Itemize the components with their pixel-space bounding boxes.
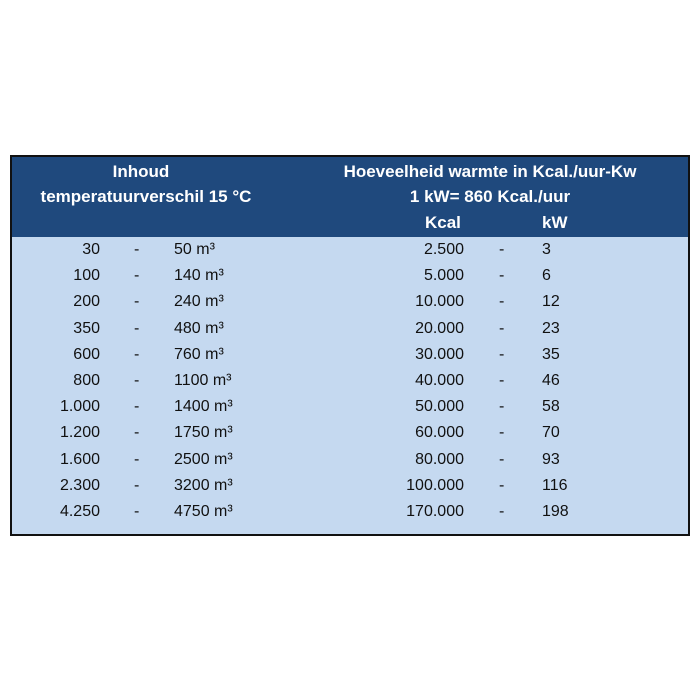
kcal-cell: 80.000 <box>415 450 464 468</box>
kw-cell: 58 <box>542 398 560 416</box>
volume-to-cell: 140 m³ <box>174 267 224 285</box>
range-dash: - <box>134 241 140 258</box>
table-row <box>12 447 688 473</box>
separator-dash: - <box>499 424 505 442</box>
volume-to-cell: 2500 m³ <box>174 450 233 468</box>
separator-dash: - <box>499 293 505 311</box>
table-row <box>12 316 688 342</box>
table-row <box>12 237 688 263</box>
column-header-kcal: Kcal <box>425 213 461 232</box>
volume-from-cell: 30 <box>82 241 100 258</box>
volume-to-cell: 480 m³ <box>174 319 224 337</box>
volume-to-cell: 50 m³ <box>174 241 215 258</box>
separator-dash: - <box>499 345 505 363</box>
kcal-cell: 170.000 <box>406 503 464 520</box>
heating-capacity-table <box>10 155 690 536</box>
range-dash: - <box>134 293 140 311</box>
header-heat-quantity-title: Hoeveelheid warmte in Kcal./uur-Kw <box>343 162 637 181</box>
kw-cell: 93 <box>542 450 560 468</box>
kw-cell: 12 <box>542 293 560 311</box>
volume-to-cell: 760 m³ <box>174 345 224 363</box>
volume-to-cell: 4750 m³ <box>174 503 233 520</box>
kw-cell: 70 <box>542 424 560 442</box>
volume-from-cell: 1.200 <box>59 424 100 442</box>
table-row <box>12 368 688 394</box>
volume-from-cell: 200 <box>73 293 100 311</box>
range-dash: - <box>134 424 140 442</box>
kcal-cell: 40.000 <box>415 372 464 389</box>
range-dash: - <box>134 319 140 337</box>
volume-to-cell: 1400 m³ <box>174 398 233 416</box>
separator-dash: - <box>499 372 505 389</box>
table-row <box>12 499 688 525</box>
table-row <box>12 420 688 446</box>
kw-cell: 3 <box>542 241 551 258</box>
table-row <box>12 342 688 368</box>
range-dash: - <box>134 267 140 285</box>
range-dash: - <box>134 450 140 468</box>
range-dash: - <box>134 345 140 363</box>
separator-dash: - <box>499 476 505 494</box>
kw-cell: 6 <box>542 267 551 285</box>
kcal-cell: 30.000 <box>415 345 464 363</box>
range-dash: - <box>134 372 140 389</box>
kcal-cell: 100.000 <box>406 476 464 494</box>
volume-from-cell: 600 <box>73 345 100 363</box>
separator-dash: - <box>499 398 505 416</box>
table-header <box>12 157 688 237</box>
kw-cell: 23 <box>542 319 560 337</box>
kw-cell: 198 <box>542 503 569 520</box>
separator-dash: - <box>499 450 505 468</box>
table-body <box>12 237 688 534</box>
range-dash: - <box>134 398 140 416</box>
volume-from-cell: 4.250 <box>59 503 100 520</box>
kcal-cell: 2.500 <box>423 241 464 258</box>
table-row <box>12 289 688 315</box>
separator-dash: - <box>499 319 505 337</box>
table-row <box>12 473 688 499</box>
range-dash: - <box>134 476 140 494</box>
volume-from-cell: 1.600 <box>59 450 100 468</box>
kw-cell: 46 <box>542 372 560 389</box>
volume-to-cell: 1750 m³ <box>174 424 233 442</box>
kcal-cell: 60.000 <box>415 424 464 442</box>
kcal-cell: 50.000 <box>415 398 464 416</box>
separator-dash: - <box>499 503 505 520</box>
range-dash: - <box>134 503 140 520</box>
volume-to-cell: 240 m³ <box>174 293 224 311</box>
header-conversion-note: 1 kW= 860 Kcal./uur <box>409 187 571 206</box>
volume-to-cell: 1100 m³ <box>174 372 232 389</box>
table-row <box>12 263 688 289</box>
table-row <box>12 394 688 420</box>
kw-cell: 35 <box>542 345 560 363</box>
volume-from-cell: 800 <box>73 372 100 389</box>
kcal-cell: 20.000 <box>415 319 464 337</box>
header-temperature-difference: temperatuurverschil 15 °C <box>40 187 252 206</box>
kw-cell: 116 <box>542 476 568 494</box>
kcal-cell: 5.000 <box>423 267 464 285</box>
volume-from-cell: 350 <box>73 319 100 337</box>
kcal-cell: 10.000 <box>415 293 464 311</box>
volume-from-cell: 1.000 <box>59 398 100 416</box>
column-header-kw: kW <box>542 213 568 232</box>
header-volume-title: Inhoud <box>112 162 170 181</box>
volume-from-cell: 100 <box>73 267 100 285</box>
separator-dash: - <box>499 267 505 285</box>
volume-to-cell: 3200 m³ <box>174 476 233 494</box>
volume-from-cell: 2.300 <box>59 476 100 494</box>
separator-dash: - <box>499 241 505 258</box>
